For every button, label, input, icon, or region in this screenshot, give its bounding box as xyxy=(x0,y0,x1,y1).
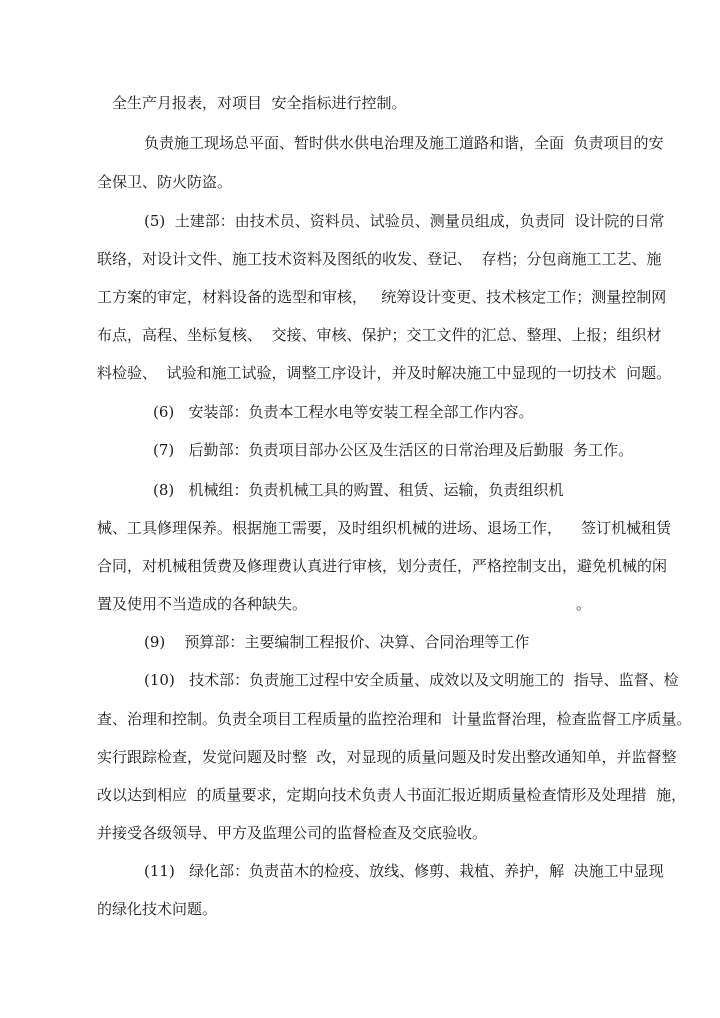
text-line: 置及使用不当造成的各种缺失。 xyxy=(97,595,308,613)
text-line: 并接受各级领导、甲方及监理公司的监督检查及交底验收。 xyxy=(97,824,488,842)
text-line: (8) 机械组：负责机械工具的购置、租赁、运输，负责组织机 xyxy=(153,481,564,499)
text-line: 的绿化技术问题。 xyxy=(97,900,218,918)
text-line: (11) 绿化部：负责苗木的检疫、放线、修剪、栽植、养护，解 决施工中显现 xyxy=(144,862,664,880)
text-line: (9) 预算部：主要编制工程报价、决算、合同治理等工作 xyxy=(144,633,530,651)
text-line: 改以达到相应 的质量要求，定期向技术负责人书面汇报近期质量检查情形及处理措 施， xyxy=(97,786,687,804)
text-line: 负责施工现场总平面、暂时供水供电治理及施工道路和谐，全面 负责项目的安 xyxy=(144,134,664,152)
text-line: 全生产月报表，对项目 安全指标进行控制。 xyxy=(112,94,407,112)
text-line: (10) 技术部：负责施工过程中安全质量、成效以及文明施工的 指导、监督、检 xyxy=(144,671,679,689)
text-line: 工方案的审定，材料设备的选型和审核， 统筹设计变更、技术核定工作；测量控制网 xyxy=(97,288,667,306)
text-line: (7) 后勤部：负责项目部办公区及生活区的日常治理及后勤服 务工作。 xyxy=(153,441,634,459)
text-mark: 。 xyxy=(576,595,592,613)
text-line: (6) 安装部：负责本工程水电等安装工程全部工作内容。 xyxy=(153,403,534,421)
text-line: 料检验、 试验和施工试验，调整工序设计，并及时解决施工中显现的一切技术 问题。 xyxy=(97,364,672,382)
text-line: 全保卫、防火防盗。 xyxy=(97,173,233,191)
text-line: 实行跟踪检查，发觉问题及时整 改，对显现的质量问题及时发出整改通知单，并监督整 xyxy=(97,748,677,766)
text-line: (5) 土建部：由技术员、资料员、试验员、测量员组成，负责同 设计院的日常 xyxy=(144,212,665,230)
text-line: 械、工具修理保养。根据施工需要，及时组织机械的进场、退场工作， 签订机械租赁 xyxy=(97,519,672,537)
text-line: 联络，对设计文件、施工技术资料及图纸的收发、登记、 存档；分包商施工工艺、施 xyxy=(97,250,662,268)
text-line: 查、治理和控制。负责全项目工程质量的监控治理和 计量监督治理，检查监督工序质量。 xyxy=(97,710,692,728)
text-line: 布点，高程、坐标复核、 交接、审核、保护；交工文件的汇总、整理、上报；组织材 xyxy=(97,326,662,344)
text-line: 合同，对机械租赁费及修理费认真进行审核，划分责任，严格控制支出，避免机械的闲 xyxy=(97,557,668,575)
